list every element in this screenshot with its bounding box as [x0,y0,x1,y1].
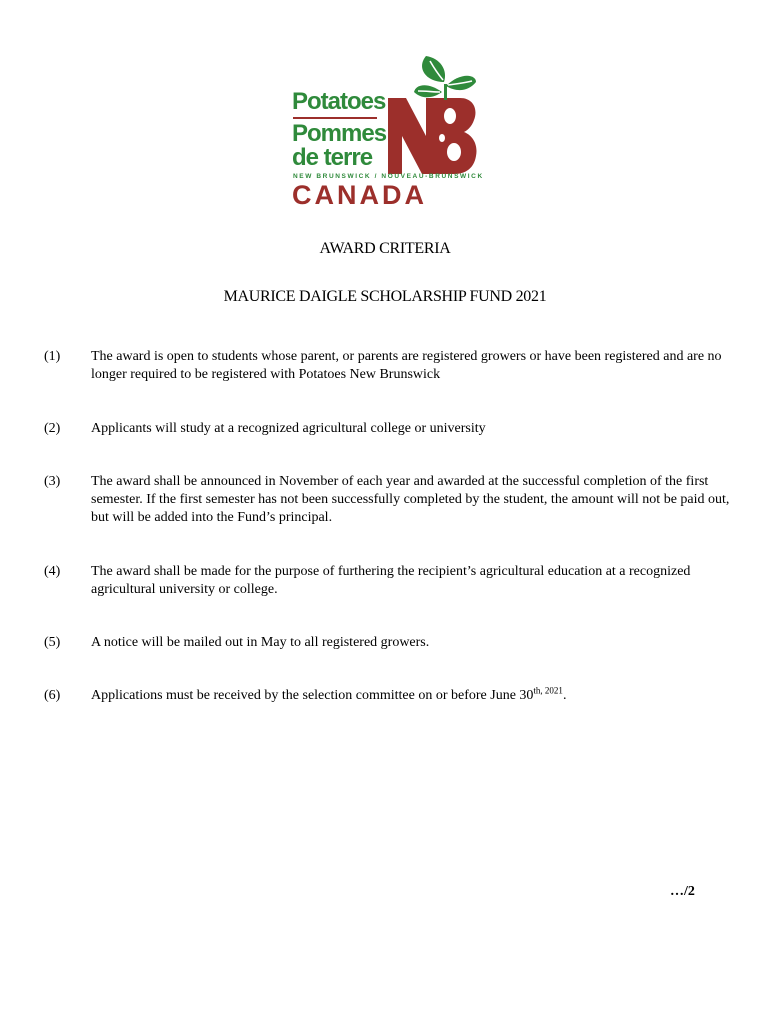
criteria-text: A notice will be mailed out in May to all registered growers. [91,635,430,650]
logo-text-new-brunswick: NEW BRUNSWICK / NOUVEAU-BRUNSWICK [293,173,484,180]
logo-text-canada: CANADA [292,180,427,210]
page-title: AWARD CRITERIA [319,240,451,257]
logo-divider [293,117,377,119]
criteria-text: The award shall be announced in November of each year and awarded at the successful completion of the first semester. If the first semester has not been successfully completed by the student, the amount will not be paid out, but will be added into the Fund’s principal. [91,474,730,525]
page-subtitle: MAURICE DAIGLE SCHOLARSHIP FUND 2021 [223,288,547,305]
logo-text-de-terre: de terre [292,144,373,171]
criteria-text: The award shall be made for the purpose of furthering the recipient’s agricultural education at a recognized agricultural university or college. [91,564,691,597]
criteria-number: (2) [44,421,61,436]
criteria-text: The award is open to students whose parent, or parents are registered growers or have been registered and are no longer required to be registered with Potatoes New Brunswick [91,349,722,382]
logo-text-potatoes: Potatoes [292,88,386,115]
criteria-number: (1) [44,349,61,364]
criteria-date-superscript: th, 2021 [533,685,563,696]
criteria-number: (3) [44,474,61,489]
logo-text-pommes: Pommes [292,120,387,147]
criteria-text [91,687,731,705]
criteria-number: (4) [44,564,61,579]
potatoes-nb-logo [290,52,484,210]
criteria-text: Applicants will study at a recognized agricultural college or university [91,421,486,436]
criteria-number: (6) [44,688,61,703]
nb-plant-mark-icon [382,52,478,174]
criteria-text-end: . [562,688,567,703]
criteria-number: (5) [44,635,61,650]
page-continuation-indicator: …/2 [670,884,695,899]
criteria-text-main: Applications must be received by the selection committee on or before June 30 [91,688,534,703]
